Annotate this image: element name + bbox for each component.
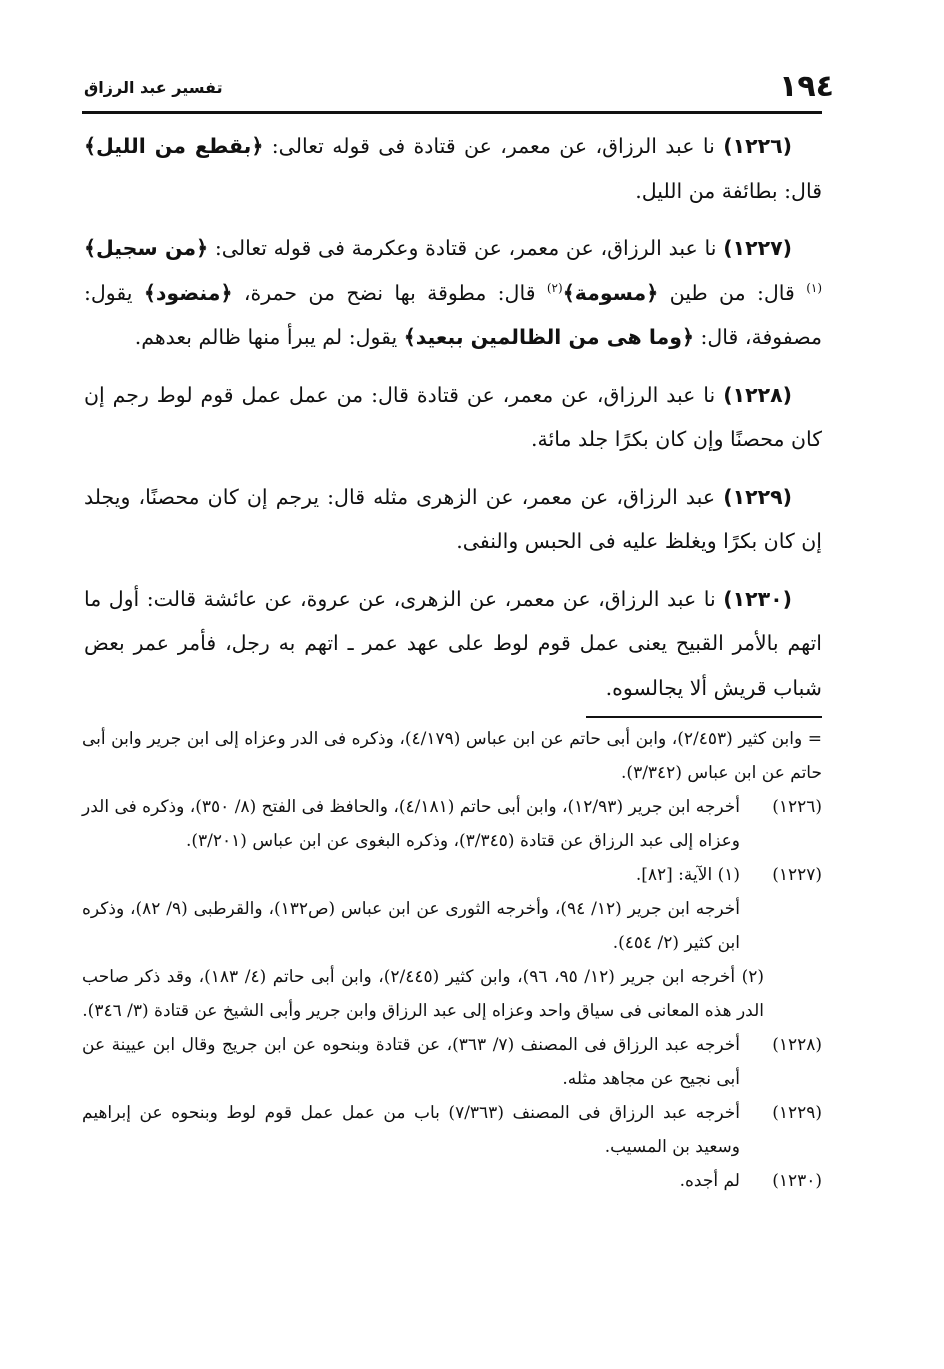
footnote-rule [586, 716, 822, 718]
header-rule [82, 111, 822, 114]
footnote-text: (٢) أخرجه ابن جرير (١٢/ ٩٥، ٩٦)، وابن كثير (٢/٤٤٥)، وابن أبى حاتم (٤/ ١٨٣)، وقد ذكر صاحب الدر هذه المعانى فى سياق واحد وعزاه إلى عبد الرزاق وابن جرير وأبى الشيخ عن قتادة (٣/ ٣٤٦). [82, 967, 764, 1021]
footnote-1226 [82, 790, 822, 858]
paragraph-text: قال: من طين [658, 280, 807, 305]
quran-quote: ﴿بقطع من الليل﴾ [84, 134, 264, 158]
paragraph-text: نا عبد الرزاق، عن معمر، عن قتادة وعكرمة فى قوله تعالى: [208, 236, 724, 260]
paragraph-number: (١٢٢٦) [723, 134, 792, 158]
page-number: ١٩٤ [779, 69, 834, 104]
footnote-number: (١٢٢٧) [772, 865, 822, 885]
footnote-number: (١٢٣٠) [772, 1171, 822, 1191]
footnotes [82, 722, 822, 1198]
footnote-continuation [82, 722, 822, 790]
footnote-text: أخرجه عبد الرزاق فى المصنف (٧/٣٦٣) باب من عمل عمل قوم لوط وبنحوه عن إبراهيم وسعيد بن المسيب. [82, 1103, 740, 1157]
quran-quote: ﴿مسومة﴾ [562, 280, 659, 305]
paragraph-number: (١٢٢٨) [723, 382, 792, 407]
paragraph-number: (١٢٣٠) [723, 586, 792, 611]
paragraph-text: يقول: لم يبرأ منها ظالم بعدهم. [134, 325, 404, 349]
footnote-text: لم أجده. [679, 1171, 740, 1191]
main-text [84, 124, 822, 723]
footnote-1227-b [82, 960, 822, 1028]
footnote-number: (١٢٢٩) [772, 1103, 822, 1123]
paragraph-number: (١٢٢٩) [723, 484, 792, 509]
footnote-1229 [82, 1096, 822, 1164]
paragraph-text: يقول: مصفوفة، قال: [84, 280, 822, 349]
footnote-ref: (١) [806, 280, 823, 295]
footnote-number: (١٢٢٦) [772, 797, 822, 817]
footnote-1227-a [82, 892, 822, 960]
footnote-text: أخرجه ابن جرير (١٢/٩٣)، وابن أبى حاتم (٤/١٨١)، والحافظ فى الفتح (٨/ ٣٥٠)، وذكره فى الدر وعزاه إلى عبد الرزاق عن قتادة (٣/٣٤٥)، وذكره البغوى عن ابن عباس (٣/٢٠١). [82, 797, 740, 851]
footnote-1228 [82, 1028, 822, 1096]
paragraph-1229 [84, 475, 822, 564]
footnote-text: (١) الآية: [٨٢]. [635, 865, 740, 885]
paragraph-text: نا عبد الرزاق، عن معمر، عن قتادة قال: من عمل عمل قوم لوط رجم إن كان محصنًا وإن كان بكرًا جلد مائة. [84, 382, 822, 451]
paragraph-text: قال: مطوقة بها نضح من حمرة، [232, 280, 547, 305]
paragraph-text: عبد الرزاق، عن معمر، عن الزهرى مثله قال: يرجم إن كان محصنًا، ويجلد إن كان بكرًا ويغلظ عليه فى الحبس والنفى. [84, 484, 822, 553]
paragraph-number: (١٢٢٧) [723, 236, 792, 260]
footnote-1227 [82, 858, 822, 892]
paragraph-text: نا عبد الرزاق، عن معمر، عن الزهرى، عن عروة، عن عائشة قالت: أول ما اتهم بالأمر القبيح يعنى عمل قوم لوط على عهد عمر ـ اتهم به رجل، فأمر عمر بعض شباب قريش ألا يجالسوه. [84, 586, 822, 700]
paragraph-1226 [84, 124, 822, 213]
running-title: تفسير عبد الرزاق [84, 78, 223, 97]
paragraph-text: قال: بطائفة من الليل. [635, 178, 822, 203]
paragraph-1228 [84, 373, 822, 462]
quran-quote: ﴿وما هى من الظالمين ببعيد﴾ [403, 325, 694, 349]
footnote-text: أخرجه ابن جرير (١٢/ ٩٤)، وأخرجه الثورى عن ابن عباس (ص١٣٢)، والقرطبى (٩/ ٨٢)، وذكره ابن كثير (٢/ ٤٥٤). [82, 899, 741, 953]
footnote-text: = وابن كثير (٢/٤٥٣)، وابن أبى حاتم عن ابن عباس (٤/١٧٩)، وذكره فى الدر وعزاه إلى ابن جرير وابن أبى حاتم عن ابن عباس (٣/٣٤٢). [82, 729, 822, 783]
footnote-1230 [82, 1164, 822, 1198]
footnote-ref: (٢) [546, 280, 563, 295]
footnote-number: (١٢٢٨) [772, 1035, 822, 1055]
quran-quote: ﴿من سجيل﴾ [84, 236, 209, 260]
paragraph-text: نا عبد الرزاق، عن معمر، عن قتادة فى قوله تعالى: [263, 134, 724, 158]
paragraph-1227 [84, 226, 822, 360]
footnote-text: أخرجه عبد الرزاق فى المصنف (٧/ ٣٦٣)، عن قتادة وبنحوه عن ابن جريج وقال ابن عيينة عن أبى نجيح عن مجاهد مثله. [82, 1035, 740, 1089]
quran-quote: ﴿منضود﴾ [143, 280, 233, 305]
paragraph-1230 [84, 577, 822, 711]
